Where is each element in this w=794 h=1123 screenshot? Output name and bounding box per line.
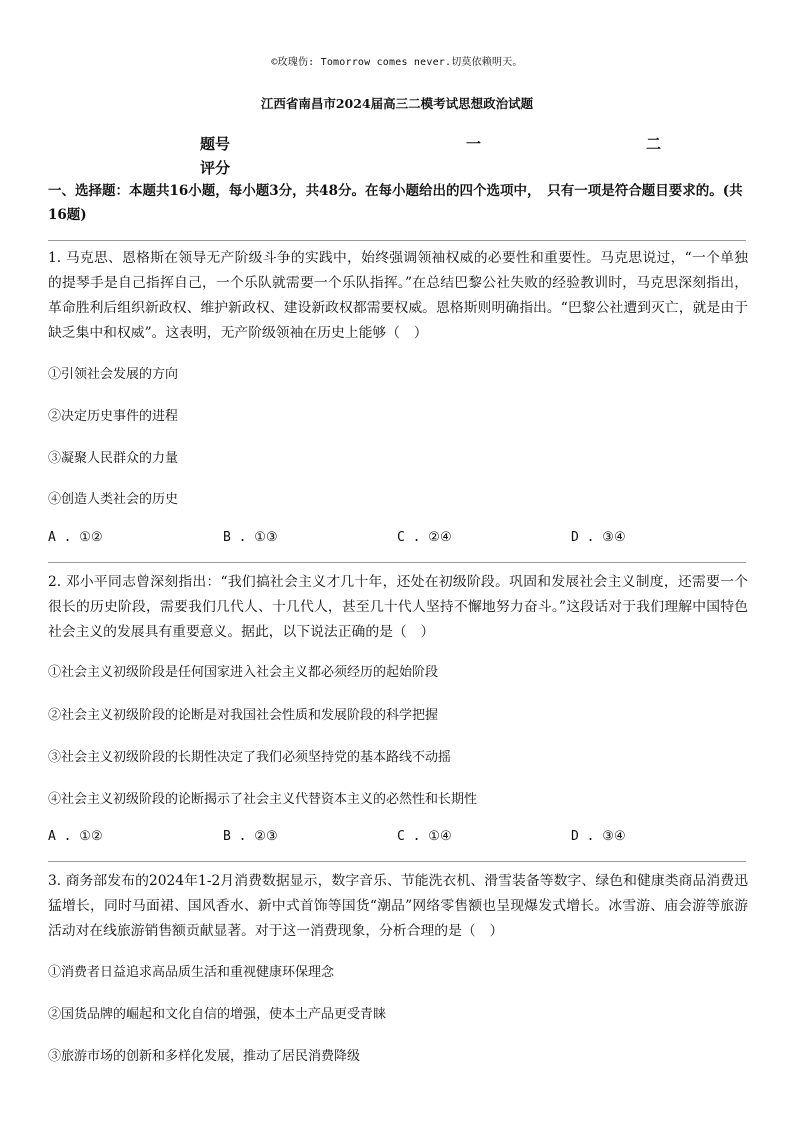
choice-a[interactable]: A . ①② xyxy=(48,829,103,844)
question-option: ①消费者日益追求高品质生活和重视健康环保理念 xyxy=(48,965,335,980)
question-stem: 1. 马克思、恩格斯在领导无产阶级斗争的实践中，始终强调领袖权威的必要性和重要性。马克思说过，“一个单独的提琴手是自己指挥自己，一个乐队就需要一个乐队指挥。”在总结巴黎公社失败的经验教训时，马克思深刻指出，革命胜利后组织新政权、维护新政权、建设新政权都需要权威。恩格斯则明确指出。“巴黎公社遭到灭亡，就是由于缺乏集中和权威”。这表明，无产阶级领袖在历史上能够（ ） xyxy=(48,250,748,341)
score-label-question-number: 题号 xyxy=(200,135,231,153)
choice-a[interactable]: A . ①② xyxy=(48,530,103,545)
question-option: ④社会主义初级阶段的论断揭示了社会主义代替资本主义的必然性和长期性 xyxy=(48,792,478,807)
divider xyxy=(48,562,746,563)
score-col-one: 一 xyxy=(466,135,482,153)
question-option: ③旅游市场的创新和多样化发展，推动了居民消费降级 xyxy=(48,1049,361,1064)
question-3 xyxy=(48,869,748,1069)
score-row-question-number xyxy=(200,133,680,157)
question-option: ②国货品牌的崛起和文化自信的增强，使本土产品更受青睐 xyxy=(48,1007,387,1022)
question-option: ④创造人类社会的历史 xyxy=(48,492,179,507)
header-note: ©玫瑰伤: Tomorrow comes never.切莫依赖明天。 xyxy=(271,57,523,68)
question-option: ①社会主义初级阶段是任何国家进入社会主义都必须经历的起始阶段 xyxy=(48,665,439,680)
question-option: ③凝聚人民群众的力量 xyxy=(48,451,179,466)
divider xyxy=(48,240,746,241)
section-heading: 一、选择题：本题共16小题，每小题3分，共48分。在每小题给出的四个选项中， 只有一项是符合题目要求的。(共16题) xyxy=(48,183,743,223)
question-option: ③社会主义初级阶段的长期性决定了我们必须坚持党的基本路线不动摇 xyxy=(48,750,452,765)
choice-c[interactable]: C . ①④ xyxy=(397,829,452,844)
page-title: 江西省南昌市2024届高三二模考试思想政治试题 xyxy=(260,96,534,111)
score-table xyxy=(200,133,680,181)
choice-b[interactable]: B . ①③ xyxy=(223,530,278,545)
divider xyxy=(48,861,746,862)
question-option: ①引领社会发展的方向 xyxy=(48,367,179,382)
score-col-two: 二 xyxy=(646,135,662,153)
choice-d[interactable]: D . ③④ xyxy=(571,530,626,545)
score-label-score: 评分 xyxy=(200,159,231,177)
question-option: ②社会主义初级阶段的论断是对我国社会性质和发展阶段的科学把握 xyxy=(48,708,439,723)
score-row-score xyxy=(200,157,680,181)
choice-b[interactable]: B . ②③ xyxy=(223,829,278,844)
question-stem: 3. 商务部发布的2024年1-2月消费数据显示，数字音乐、节能洗衣机、滑雪装备等数字、绿色和健康类商品消费迅猛增长，同时马面裙、国风香水、新中式首饰等国货“潮品”网络零售额也呈现爆发式增长。冰雪游、庙会游等旅游活动对在线旅游销售额贡献显著。对于这一消费现象，分析合理的是（ ） xyxy=(48,873,748,939)
choice-d[interactable]: D . ③④ xyxy=(571,829,626,844)
question-1 xyxy=(48,246,748,556)
question-option: ②决定历史事件的进程 xyxy=(48,409,179,424)
question-2 xyxy=(48,570,748,855)
choice-c[interactable]: C . ②④ xyxy=(397,530,452,545)
question-stem: 2. 邓小平同志曾深刻指出：“我们搞社会主义才几十年，还处在初级阶段。巩固和发展社会主义制度，还需要一个很长的历史阶段，需要我们几代人、十几代人，甚至几十代人坚持不懈地努力奋斗。”这段话对于我们理解中国特色社会主义的发展具有重要意义。据此，以下说法正确的是（ ） xyxy=(48,574,748,640)
